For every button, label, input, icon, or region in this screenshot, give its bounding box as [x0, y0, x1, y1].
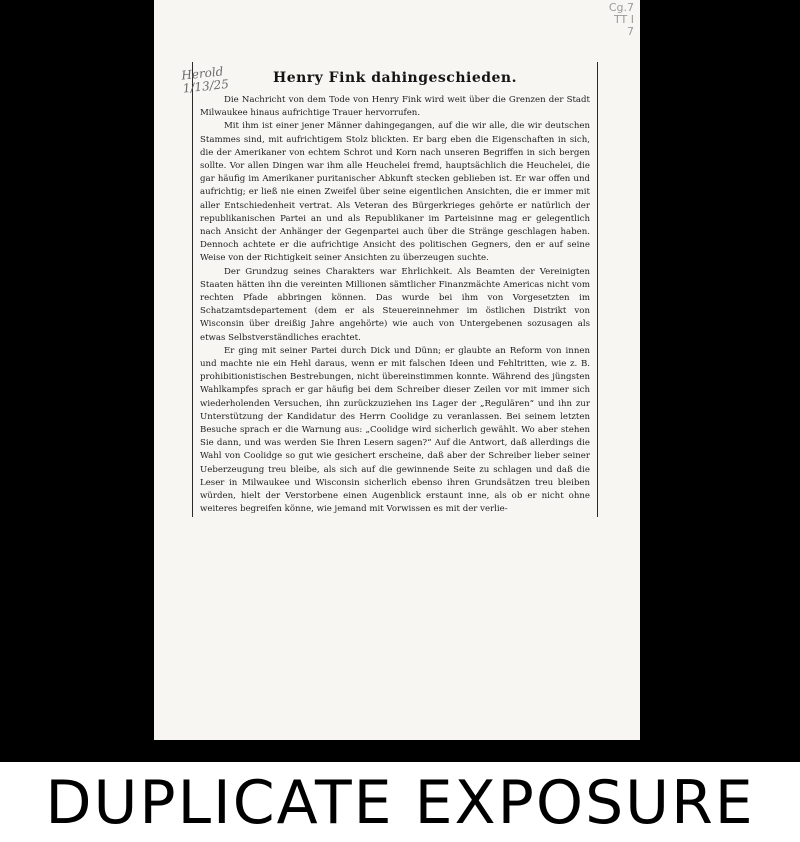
duplicate-exposure-banner: [0, 762, 800, 842]
document-page: [154, 0, 640, 740]
handwritten-date-note: Herold 1/13/25: [180, 64, 230, 96]
newspaper-clipping: [180, 62, 598, 517]
banner-text: DUPLICATE EXPOSURE: [45, 768, 755, 838]
title-row: [180, 64, 590, 96]
margin-note: 7: [627, 25, 634, 38]
article-paragraph: Mit ihm ist einer jener Männer dahingegangen, auf die wir alle, die wir deutschen Stammes sind, mit aufrichtigem Stolz blickten. Er barg eben die Eigenschaften in sich, die der Amerikaner von echtem Schrot und Korn nach unseren Begriffen in sich bergen sollte. Vor allen Dingen war ihm alle Heuchelei fremd, hauptsächlich die Heuchelei, die gar häufig im Amerikaner puritanischer Abkunft stecken geblieben ist. Er war offen und aufrichtig; er ließ nie einen Zweifel über seine eigentlichen Ansichten, die er immer mit aller Entschiedenheit vertrat. Als Veteran des Bürgerkrieges gehörte er natürlich der republikanischen Partei an und als Republikaner im Parteisinne mag er gelegentlich nach Ansicht der Anhänger der Gegenpartei auch über die Stränge geschlagen haben. Dennoch achtete er die aufrichtige Ansicht des politischen Gegners, den er auf seine Weise von der Richtigkeit seiner Ansichten zu überzeugen suchte.: [200, 121, 590, 264]
margin-note: TT I: [614, 13, 634, 26]
article-paragraph: Er ging mit seiner Partei durch Dick und Dünn; er glaubte an Reform von innen und machte nie ein Hehl daraus, wenn er mit falschen Ideen und Fehltritten, wie z. B. prohibitionistischen Bestrebungen, nicht übereinstimmen konnte. Während des jüngsten Wahlkampfes sprach er gar häufig bei dem Schreiber dieser Zeilen vor mit immer sich wiederholenden Versuchen, ihn zurückzuziehen ins Lager der „Regulären“ und ihn zur Unterstützung der Kandidatur des Herrn Coolidge zu veranlassen. Bei seinem letzten Besuche sprach er die Warnung aus: „Coolidge wird sicherlich gewählt. Wo aber stehen Sie dann, und was werden Sie Ihren Lesern sagen?“ Auf die Antwort, daß allerdings die Wahl von Coolidge so gut wie gesichert erscheine, daß aber der Schreiber lieber seiner Ueberzeugung treu bleibe, als sich auf die gewinnende Seite zu schlagen und daß die Leser in Milwaukee und Wisconsin sicherlich ebenso ihren Grundsätzen treu bleiben würden, hielt der Verstorbene einen Augenblick erstaunt inne, als ob er nicht ohne weiteres begreifen könne, wie jemand mit Vorwissen es mit der verlie-: [200, 345, 590, 515]
article-headline: Henry Fink dahingeschieden.: [272, 70, 517, 86]
margin-note: Cg.7: [608, 1, 634, 14]
article-paragraph: Die Nachricht von dem Tode von Henry Fink wird weit über die Grenzen der Stadt Milwaukee hinaus aufrichtige Trauer hervorrufen.: [200, 95, 590, 119]
article-paragraph: Der Grundzug seines Charakters war Ehrlichkeit. Als Beamten der Vereinigten Staaten hätten ihn die vereinten Millionen sämtlicher Finanzmächte Americas nicht vom rechten Pfade abbringen können. Das wurde bei ihm von Vorgesetzten im Schatzamtsdepartement (dem er als Steuereinnehmer im östlichen Distrikt von Wisconsin über dreißig Jahre angehörte) wie auch von Untergebenen sozusagen als etwas Selbstverständliches erachtet.: [200, 266, 590, 343]
margin-notes: [544, 2, 634, 38]
